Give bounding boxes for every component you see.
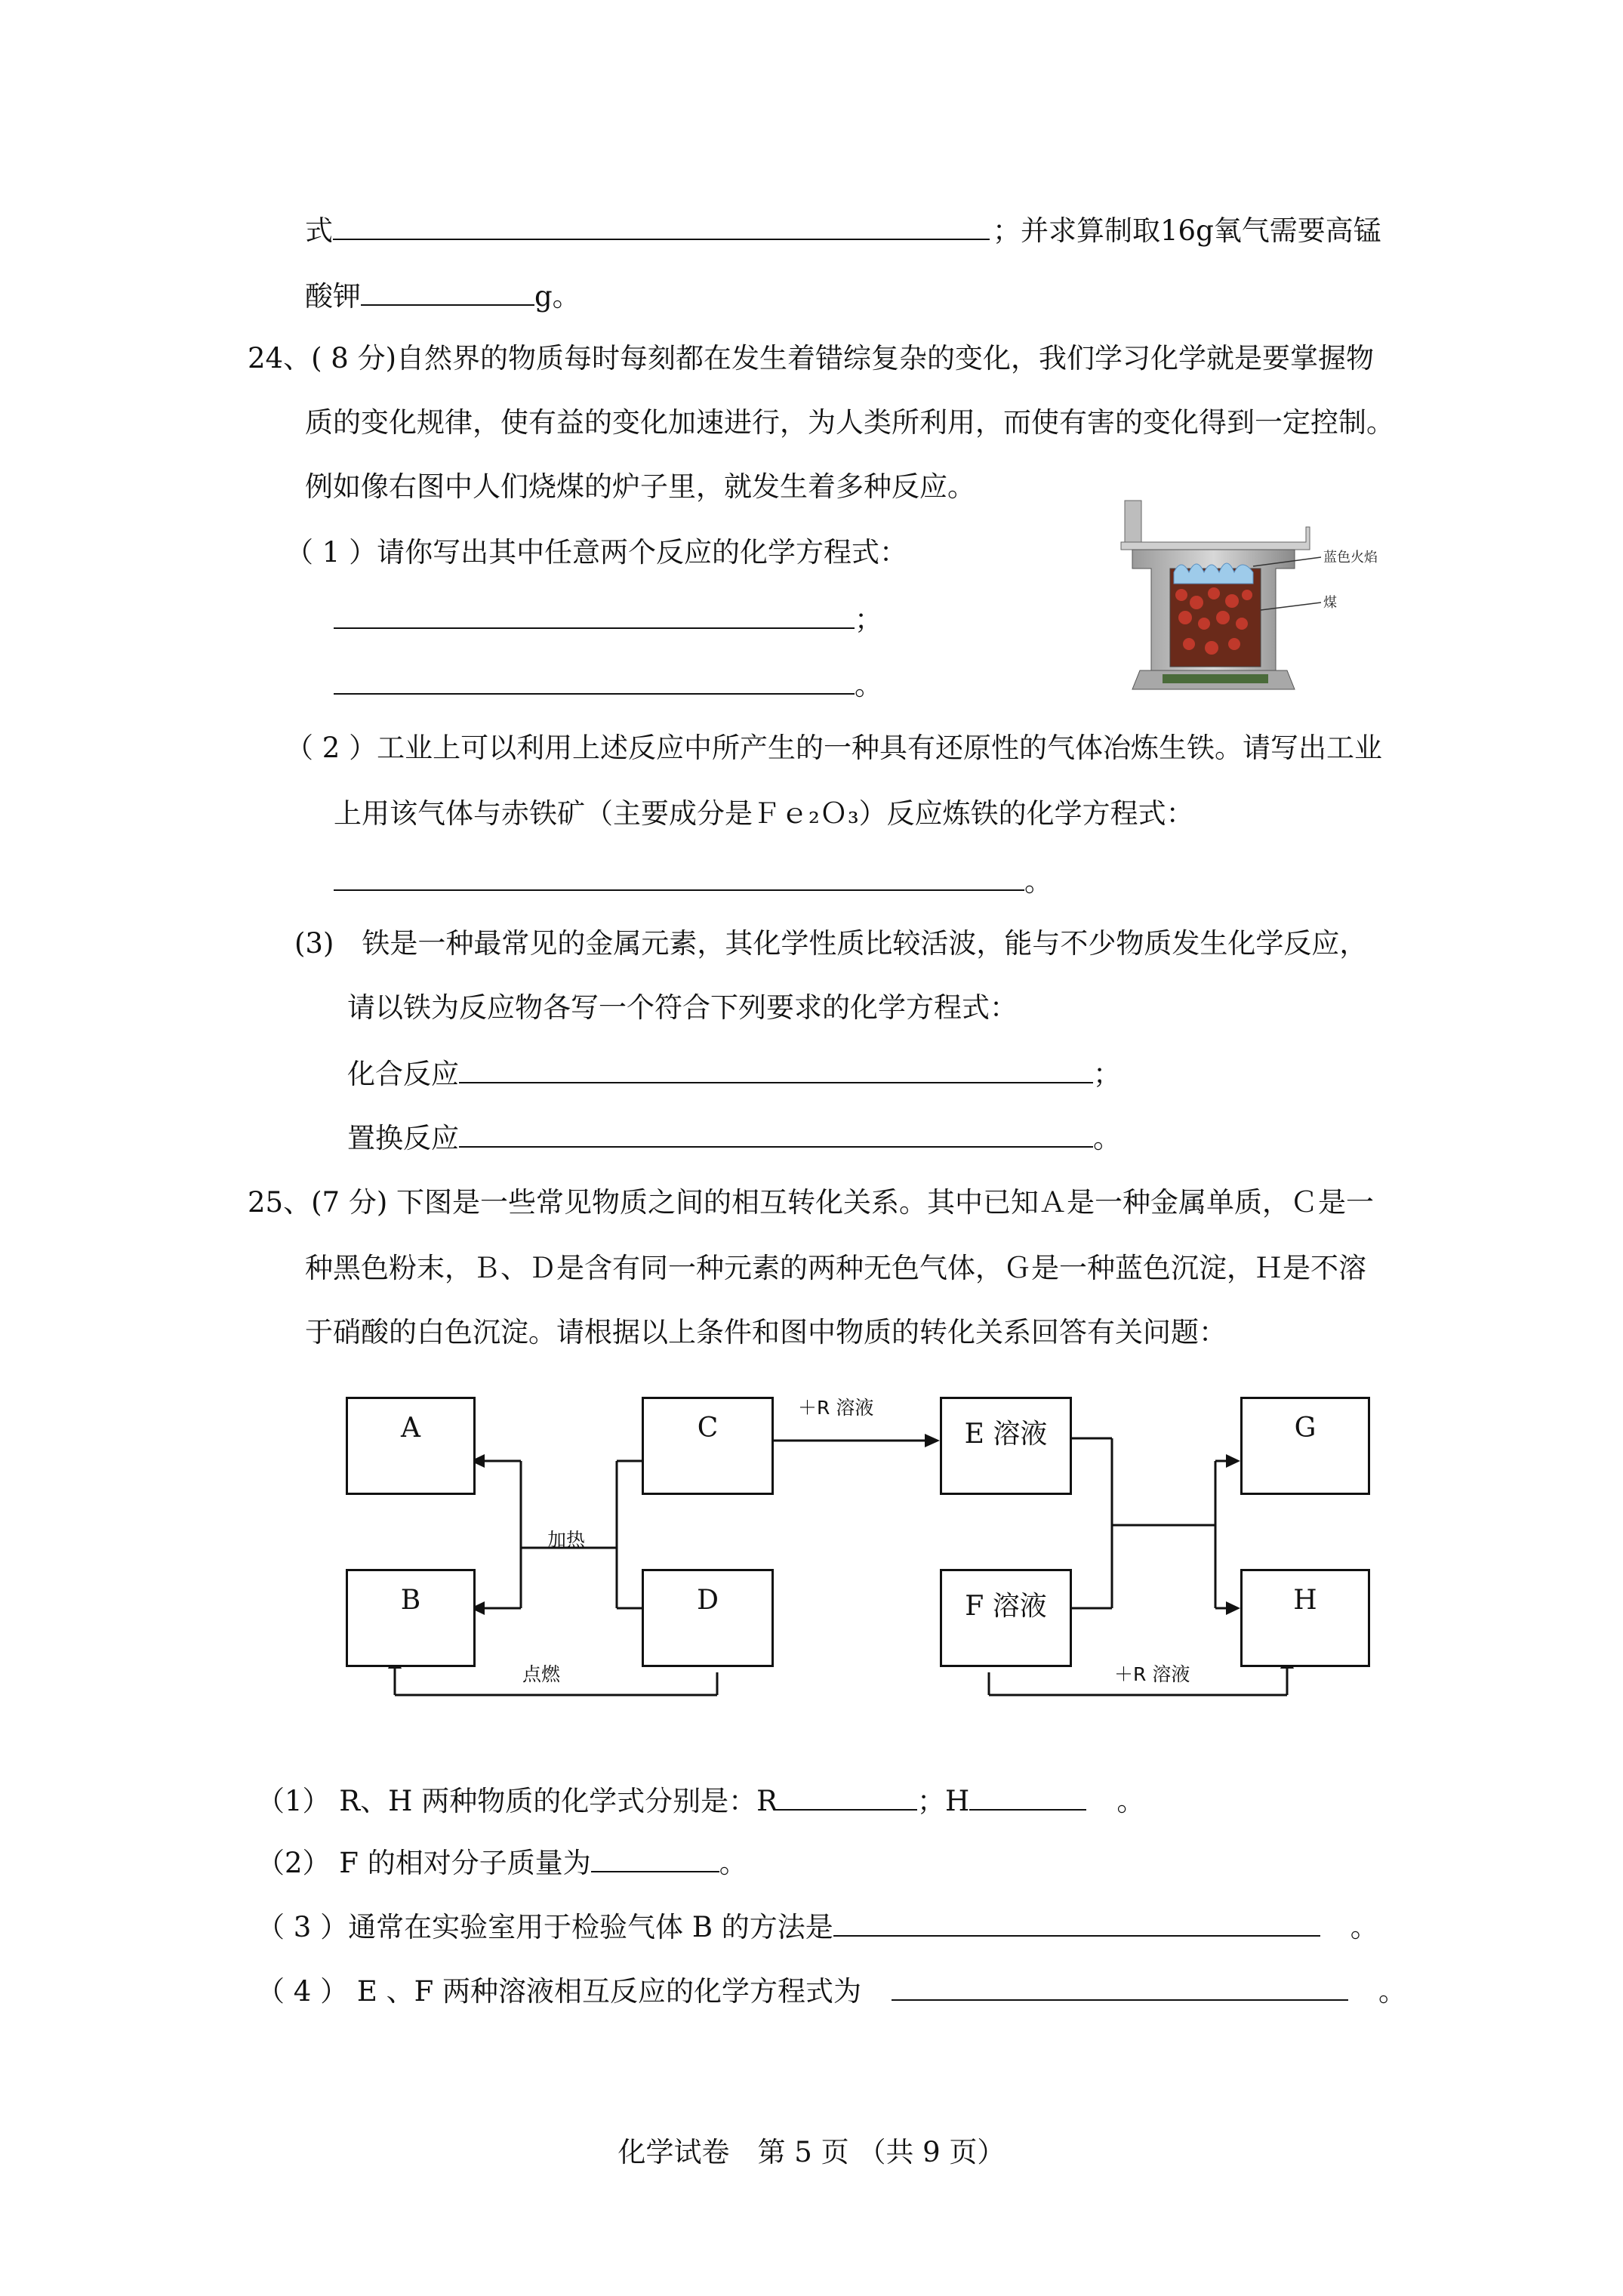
answer-blank[interactable] xyxy=(334,664,855,695)
q24-part2-answer: 。 xyxy=(334,861,1052,901)
answer-blank[interactable] xyxy=(459,1117,1093,1148)
q24-part3-displacement: 置换反应 。 xyxy=(347,1117,1121,1157)
q24-part1-answer1: ； xyxy=(334,599,882,639)
box-f: F 溶液 xyxy=(940,1569,1072,1667)
box-c: C xyxy=(642,1397,774,1495)
q25-sub2: （2） F 的相对分子质量为 。 xyxy=(257,1842,747,1882)
answer-blank-r[interactable] xyxy=(778,1780,917,1811)
answer-blank-h[interactable] xyxy=(969,1780,1086,1811)
q24-intro-3: 例如像右图中人们烧煤的炉子里，就发生着多种反应。 xyxy=(305,470,975,503)
q24-intro-1: 24、( 8 分)自然界的物质每时每刻都在发生着错综复杂的变化，我们学习化学就是要掌握物 xyxy=(248,342,1375,374)
q23-line2: 酸钾 g。 xyxy=(305,276,581,316)
box-h: H xyxy=(1240,1569,1370,1667)
label-ignite: 点燃 xyxy=(522,1663,561,1685)
q23-line1: 式 ；并求算制取16g氧气需要高锰 xyxy=(305,210,1381,250)
q25-sub4: （ 4 ） E 、F 两种溶液相互反应的化学方程式为 。 xyxy=(257,1971,1406,2011)
label-heat: 加热 xyxy=(547,1529,586,1551)
label-plus-r-top: ＋R 溶液 xyxy=(798,1397,874,1419)
stove-label-coal: 煤 xyxy=(1323,595,1337,611)
q24-part3-combination: 化合反应 ； xyxy=(347,1053,1121,1093)
q25-intro-3: 于硝酸的白色沉淀。请根据以上条件和图中物质的转化关系回答有关问题： xyxy=(305,1316,1227,1348)
q25-intro-1: 25、(7 分) 下图是一些常见物质之间的相互转化关系。其中已知Ａ是一种金属单质，Ｃ是一 xyxy=(248,1186,1375,1219)
answer-blank[interactable] xyxy=(892,1971,1348,2001)
answer-blank[interactable] xyxy=(334,861,1024,891)
coal-stove-illustration xyxy=(1117,497,1419,697)
box-e: E 溶液 xyxy=(940,1397,1072,1495)
q24-part3-line1: (3) 铁是一种最常见的金属元素，其化学性质比较活波，能与不少物质发生化学反应， xyxy=(294,927,1368,960)
q24-part3-line2: 请以铁为反应物各写一个符合下列要求的化学方程式： xyxy=(347,991,1018,1024)
q24-part1-answer2: 。 xyxy=(334,664,882,704)
q24-part2-line1: （ 2 ）工业上可以利用上述反应中所产生的一种具有还原性的气体冶炼生铁。请写出工业 xyxy=(285,732,1383,764)
q24-part2-line2: 上用该气体与赤铁矿（主要成分是Ｆｅ₂Ｏ₃）反应炼铁的化学方程式： xyxy=(334,797,1194,830)
answer-blank[interactable] xyxy=(833,1906,1320,1937)
answer-blank[interactable] xyxy=(334,599,855,629)
label-plus-r-bottom: ＋R 溶液 xyxy=(1114,1663,1190,1685)
answer-blank[interactable] xyxy=(333,210,990,240)
q25-intro-2: 种黑色粉末，Ｂ、Ｄ是含有同一种元素的两种无色气体，Ｇ是一种蓝色沉淀，Ｈ是不溶 xyxy=(305,1252,1366,1284)
stove-label-flame: 蓝色火焰 xyxy=(1323,550,1378,566)
q25-sub1: （1） R、H 两种物质的化学式分别是：R ；H 。 xyxy=(257,1780,1144,1820)
box-a: A xyxy=(346,1397,476,1495)
q24-intro-2: 质的变化规律，使有益的变化加速进行，为人类所利用，而使有害的变化得到一定控制。 xyxy=(305,406,1394,439)
answer-blank[interactable] xyxy=(361,276,534,306)
box-d: D xyxy=(642,1569,774,1667)
page-footer: 化学试卷 第 5 页 （共 9 页） xyxy=(617,2136,1006,2168)
q24-part1: （ 1 ）请你写出其中任意两个反应的化学方程式： xyxy=(285,536,908,569)
q25-sub3: （ 3 ）通常在实验室用于检验气体 B 的方法是 。 xyxy=(257,1906,1378,1946)
answer-blank[interactable] xyxy=(459,1053,1093,1083)
answer-blank[interactable] xyxy=(591,1842,719,1872)
box-b: B xyxy=(346,1569,476,1667)
box-g: G xyxy=(1240,1397,1370,1495)
